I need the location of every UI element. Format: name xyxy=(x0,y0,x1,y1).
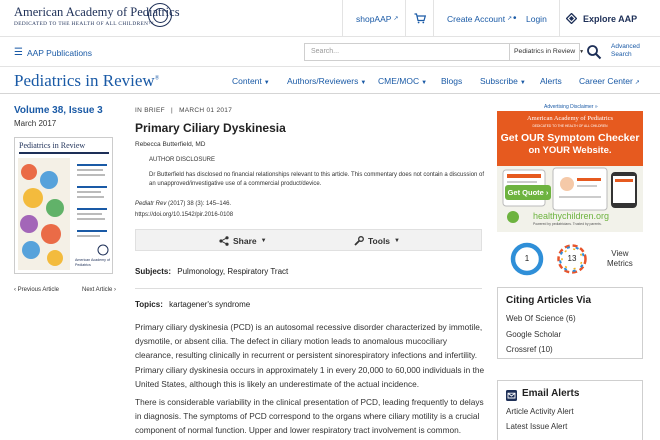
shop-link[interactable] xyxy=(356,0,398,37)
cover-publisher: American Academy of Pediatrics xyxy=(75,258,110,267)
chevron-right-icon: › xyxy=(112,287,117,293)
advanced-search-line1: Advanced xyxy=(611,43,640,50)
altmetric-score-1: 1 xyxy=(524,254,530,263)
nav-alerts[interactable] xyxy=(540,76,562,86)
create-account-label: Create Account xyxy=(447,13,506,24)
previous-article-link[interactable] xyxy=(14,287,59,293)
advanced-search-line2: Search xyxy=(611,51,632,58)
chevron-down-icon: ▼ xyxy=(421,80,428,86)
cart-button[interactable] xyxy=(414,0,426,37)
shop-label: shopAAP xyxy=(356,13,392,24)
chevron-down-icon: ▼ xyxy=(260,238,267,244)
citing-articles-widget xyxy=(497,287,643,359)
subjects-row xyxy=(135,267,288,276)
nav-career-label: Career Center xyxy=(579,76,633,86)
aap-name: American Academy of Pediatrics xyxy=(14,5,180,19)
nav-authors-reviewers[interactable] xyxy=(287,76,366,86)
search-scope-value: Pediatrics in Review xyxy=(514,48,576,55)
email-alerts-widget xyxy=(497,380,643,440)
nav-blogs-label: Blogs xyxy=(441,76,463,86)
citation-journal: Pediatr Rev xyxy=(135,201,167,207)
create-account-link[interactable] xyxy=(447,0,512,37)
share-icon xyxy=(219,236,229,246)
explore-aap-label: Explore AAP xyxy=(583,13,638,24)
external-link-icon: ↗ xyxy=(634,80,640,86)
view-metrics-link[interactable] xyxy=(607,249,633,269)
author-disclosure-text: Dr Butterfield has disclosed no financial relationships relevant to this article. This commentary does not contain a discussion of an unapproved/investigative use of a commercial product/device. xyxy=(149,172,485,188)
divider xyxy=(559,0,560,37)
view-metrics-line1: View xyxy=(611,249,629,258)
citation xyxy=(135,201,231,207)
nav-cme-moc[interactable] xyxy=(378,76,427,86)
article-date: MARCH 01 2017 xyxy=(179,107,233,114)
tools-button[interactable] xyxy=(354,236,400,246)
citing-link-crossref[interactable]: Crossref (10) xyxy=(506,345,553,354)
topics-label: Topics: xyxy=(135,300,163,309)
advanced-search-link[interactable] xyxy=(611,43,640,59)
ad-headline2: on YOUR Website. xyxy=(528,145,612,156)
kicker-separator: | xyxy=(170,107,173,114)
journal-title-text: Pediatrics in Review xyxy=(14,71,155,90)
previous-article-label: Previous Article xyxy=(17,287,60,293)
author-name[interactable]: Rebecca Butterfield, MD xyxy=(135,141,206,148)
chevron-down-icon: ▼ xyxy=(579,49,585,55)
nav-career-center[interactable] xyxy=(579,76,640,86)
cart-icon xyxy=(414,13,426,24)
doi-link[interactable]: https://doi.org/10.1542/pir.2016-0108 xyxy=(135,212,234,218)
nav-authors-label: Authors/Reviewers xyxy=(287,76,359,86)
citing-link-web-of-science[interactable]: Web Of Science (6) xyxy=(506,314,576,323)
issue-date: March 2017 xyxy=(14,119,57,128)
citation-details: (2017) 38 (3): 145–146. xyxy=(168,201,232,207)
nav-alerts-label: Alerts xyxy=(540,76,562,86)
issue-volume-link[interactable]: Volume 38, Issue 3 xyxy=(14,105,103,116)
alert-link-latest-issue[interactable]: Latest Issue Alert xyxy=(506,422,568,431)
wrench-icon xyxy=(354,236,364,246)
login-label: Login xyxy=(526,13,547,24)
alert-link-article-activity[interactable]: Article Activity Alert xyxy=(506,407,574,416)
article-toolbar xyxy=(135,229,482,251)
article-section: IN BRIEF xyxy=(135,107,165,114)
nav-content-label: Content xyxy=(232,76,262,86)
journal-nav-bar xyxy=(0,67,660,94)
nav-subscribe-label: Subscribe xyxy=(480,76,518,86)
external-link-icon: ↗ xyxy=(507,16,513,22)
ad-org: American Academy of Pediatrics xyxy=(526,115,614,122)
subjects-label: Subjects: xyxy=(135,267,172,276)
divider xyxy=(433,0,434,37)
view-metrics-line2: Metrics xyxy=(607,259,633,268)
issue-cover-image[interactable] xyxy=(14,137,113,274)
share-button[interactable] xyxy=(219,236,267,246)
cover-artwork xyxy=(15,138,113,274)
journal-title[interactable]: Pediatrics in Review® xyxy=(14,71,160,90)
divider xyxy=(342,0,343,37)
menu-icon: ☰ xyxy=(14,47,23,58)
next-article-label: Next Article xyxy=(82,287,113,293)
chevron-down-icon: ▼ xyxy=(394,238,400,244)
ad-site: healthychildren.org xyxy=(533,211,610,221)
chevron-down-icon: ▼ xyxy=(519,80,526,86)
article-paragraph: Primary ciliary dyskinesia (PCD) is an autosomal recessive disorder characterized by immotile, dysmotile, or absent cilia. The defect in ciliary motion leads to anomalous mucociliary clearance, resulting clinically in recurrent or persistent sinorespiratory infections and infertility. Primary ciliary dyskinesia occurs in approximately 1 in every 20,000 to 60,000 individuals in the United States, although this is likely an underestimate of the actual incidence. xyxy=(135,322,485,389)
altmetric-score-2: 13 xyxy=(567,254,577,263)
explore-aap-button[interactable] xyxy=(566,8,637,29)
search-scope-select[interactable] xyxy=(510,43,585,61)
article-metrics xyxy=(497,242,643,277)
tools-label: Tools xyxy=(368,236,391,246)
apps-icon xyxy=(566,13,577,24)
advertisement[interactable] xyxy=(497,111,643,232)
external-link-icon: ↗ xyxy=(393,16,399,22)
subjects-value[interactable]: Pulmonology, Respiratory Tract xyxy=(177,267,289,276)
citing-articles-heading: Citing Articles Via xyxy=(506,295,592,306)
author-disclosure-heading: AUTHOR DISCLOSURE xyxy=(149,157,216,163)
publications-label: AAP Publications xyxy=(26,47,93,58)
ad-site-tag: Powered by pediatricians. Trusted by parents. xyxy=(533,222,602,226)
nav-cme-label: CME/MOC xyxy=(378,76,420,86)
envelope-icon xyxy=(506,390,517,401)
ad-cta-label: Get Quote xyxy=(507,188,544,197)
email-alerts-heading: Email Alerts xyxy=(522,388,580,399)
top-bar xyxy=(0,0,660,37)
login-link[interactable] xyxy=(526,0,547,37)
ad-headline1: Get OUR Symptom Checker xyxy=(500,132,640,144)
article-title: Primary Ciliary Dyskinesia xyxy=(135,121,286,135)
ad-tagline: DEDICATED TO THE HEALTH OF ALL CHILDREN xyxy=(532,124,608,128)
chevron-down-icon: ▼ xyxy=(263,80,270,86)
nav-content[interactable] xyxy=(232,76,270,86)
chevron-left-icon: ‹ xyxy=(14,287,18,293)
nav-blogs[interactable] xyxy=(441,76,462,86)
aap-seal-icon xyxy=(148,3,172,27)
advertising-disclaimer-link[interactable]: Advertising Disclaimer » xyxy=(544,104,598,110)
article-kicker xyxy=(135,107,232,114)
article-paragraph: There is considerable variability in the clinical presentation of PCD, leading frequently to delays in diagnosis. The symptoms of PCD correspond to the organs where ciliary motility is a crucial component of normal function. Upper and lower respiratory tract involvement is common. xyxy=(135,397,484,436)
nav-subscribe[interactable] xyxy=(480,76,526,86)
topics-value[interactable]: kartagener's syndrome xyxy=(169,300,251,309)
share-label: Share xyxy=(233,236,257,246)
ad-cta-button[interactable] xyxy=(505,185,551,200)
topics-row xyxy=(135,300,250,309)
bullet-separator: • xyxy=(513,13,517,24)
arrow-right-icon: › xyxy=(543,188,549,197)
divider xyxy=(405,0,406,37)
search-icon[interactable] xyxy=(586,44,602,60)
chevron-down-icon: ▼ xyxy=(360,80,367,86)
search-input[interactable]: Search... xyxy=(304,43,510,61)
cover-title: Pediatrics in Review xyxy=(19,141,86,150)
aap-tagline: DEDICATED TO THE HEALTH OF ALL CHILDREN™ xyxy=(14,21,154,27)
publications-menu[interactable] xyxy=(14,47,92,58)
divider xyxy=(135,288,482,289)
citing-link-google-scholar[interactable]: Google Scholar xyxy=(506,330,562,339)
next-article-link[interactable] xyxy=(82,287,116,293)
